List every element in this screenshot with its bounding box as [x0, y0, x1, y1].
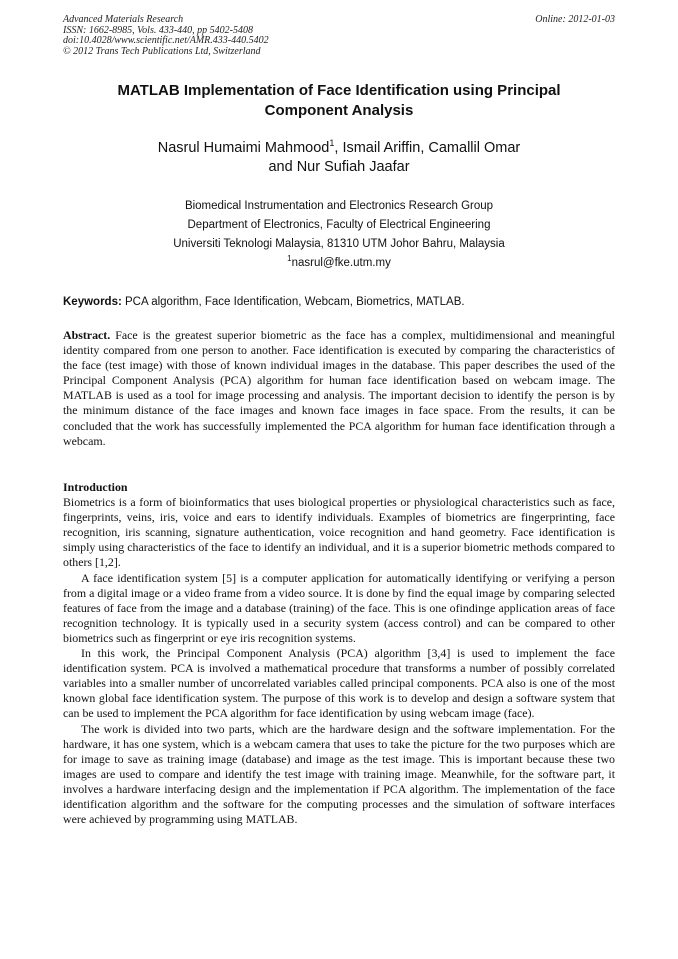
introduction-section: [63, 480, 615, 827]
journal-doi: doi:10.4028/www.scientific.net/AMR.433-440.5402: [63, 35, 269, 46]
abstract-text: Face is the greatest superior biometric as the face has a complex, multidimensional and meaningful identity compared from one person to another. Face identification is executed by comparing the characteristics of the face (test image) with those of known individual images in the database. This paper describes the used of the Principal Component Analysis (PCA) algorithm for human face identification based on webcam image. The MATLAB is used as a tool for image processing and analysis. The important decision to identify the person is by the minimum distance of the face images and known face images in face space. From the results, it can be concluded that the work has successfully implemented the PCA algorithm for human face identification through a webcam.: [63, 328, 615, 448]
title-line-2: Component Analysis: [264, 102, 414, 119]
affiliation-email-line: [63, 254, 615, 273]
authors-rest: , Ismail Ariffin, Camallil Omar: [334, 140, 521, 156]
affiliation: [63, 197, 615, 273]
affiliation-department: Department of Electronics, Faculty of Electrical Engineering: [187, 219, 491, 231]
paper-title: [63, 81, 615, 121]
authors-line-2: and Nur Sufiah Jaafar: [268, 159, 410, 175]
author-list: [63, 139, 615, 177]
intro-paragraph-3: In this work, the Principal Component Analysis (PCA) algorithm [3,4] is used to implement the face identification system. PCA is involved a mathematical procedure that transforms a number of possibly correlated variables into a smaller number of uncorrelated variables called principal components. PCA also is one of the most known global face identification system. The purpose of this work is to develop and design a software system that can be used to implement the PCA algorithm for face identification by using webcam image (face).: [63, 646, 615, 721]
author-1: Nasrul Humaimi Mahmood: [157, 140, 330, 156]
keywords: [63, 295, 623, 310]
keywords-label: Keywords:: [63, 296, 122, 308]
intro-paragraph-2: A face identification system [5] is a computer application for automatically identifying or verifying a person from a digital image or a video frame from a video source. It is done by find the equal image by comparing selected features of face from the image and a database (training) of the face. This is one ofindinge application areas of face recognition technology. It is typically used in a security system (access control) and can be compared to other biometrics such as fingerprint or eye iris recognition systems.: [63, 570, 615, 645]
author-1-mark: 1: [329, 138, 335, 148]
intro-paragraph-1: Biometrics is a form of bioinformatics that uses biological properties or physiological characteristics such as face, fingerprints, veins, iris, voice and ears to identify individuals. Examples of biometrics are fingerprinting, face recognition, iris scanning, signature authentication, voice recognition and hand geometry. Face identification is simply using characteristics of the face to identify an individual, and it is a superior biometric methods compared to others [1,2].: [63, 495, 615, 570]
email-link: nasrul@fke.utm.my: [291, 257, 391, 269]
email-mark: 1: [287, 254, 292, 263]
journal-copyright: © 2012 Trans Tech Publications Ltd, Switzerland: [63, 45, 261, 57]
intro-paragraph-4: The work is divided into two parts, which are the hardware design and the software implementation. For the hardware, it has one system, which is a webcam camera that uses to take the picture for the two purposes which are for image to save as training image (database) and image as the test image. This is important because these two images are used to compare and identify the test image with training image. Meanwhile, for the software part, it involves a hardware interfacing design and the implementation if PCA algorithm. The implementation of the face identification algorithm and the software for the computing processes and the simulation of software interfaces were achieved by programming using MATLAB.: [63, 721, 615, 827]
abstract-paragraph: [63, 328, 615, 449]
authors-line-1: [63, 139, 615, 158]
title-line-1: MATLAB Implementation of Face Identification using Principal: [117, 82, 561, 99]
affiliation-group: Biomedical Instrumentation and Electronics Research Group: [184, 200, 494, 212]
abstract: [63, 328, 615, 449]
affiliation-university: Universiti Teknologi Malaysia, 81310 UTM Johor Bahru, Malaysia: [173, 238, 505, 250]
journal-header: [63, 15, 615, 57]
abstract-label: Abstract.: [63, 328, 111, 342]
introduction-heading: Introduction: [63, 480, 128, 494]
journal-issn: ISSN: 1662-8985, Vols. 433-440, pp 5402-5408: [63, 24, 253, 36]
keywords-text: PCA algorithm, Face Identification, Webcam, Biometrics, MATLAB.: [121, 296, 465, 308]
online-date: Online: 2012-01-03: [535, 14, 615, 25]
journal-name: Advanced Materials Research: [63, 14, 184, 25]
